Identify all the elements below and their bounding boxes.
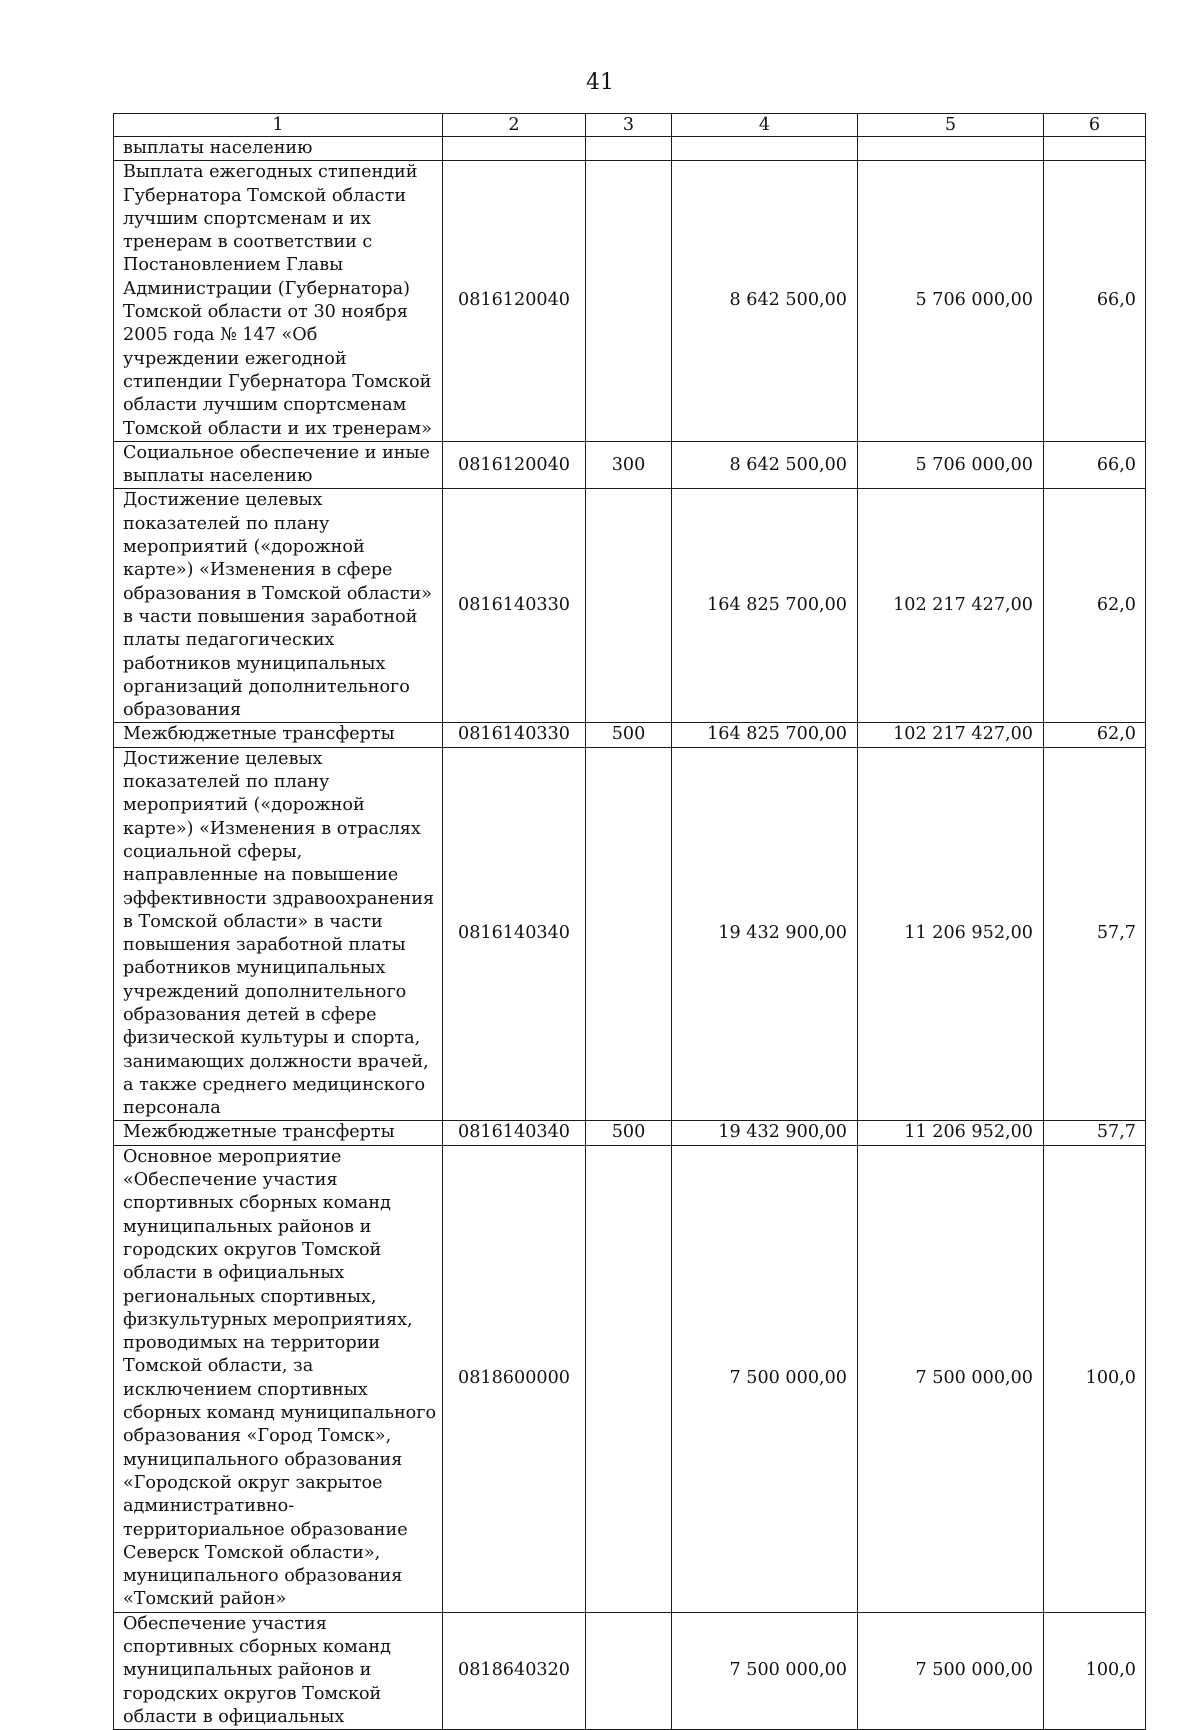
table-row <box>114 161 1146 442</box>
target-code: 0816140340 <box>443 747 586 1121</box>
target-code <box>443 137 586 161</box>
header-cell: 1 <box>114 114 443 137</box>
expense-type <box>586 1612 672 1729</box>
table-row <box>114 747 1146 1121</box>
execution-percent <box>1044 137 1146 161</box>
table-row <box>114 137 1146 161</box>
actual-amount: 7 500 000,00 <box>858 1612 1044 1729</box>
header-cell: 2 <box>443 114 586 137</box>
target-code: 0816120040 <box>443 161 586 442</box>
plan-amount: 8 642 500,00 <box>672 441 858 489</box>
execution-percent: 100,0 <box>1044 1612 1146 1729</box>
header-cell: 4 <box>672 114 858 137</box>
actual-amount: 5 706 000,00 <box>858 161 1044 442</box>
table-row <box>114 1145 1146 1612</box>
actual-amount: 5 706 000,00 <box>858 441 1044 489</box>
target-code: 0816120040 <box>443 441 586 489</box>
actual-amount <box>858 137 1044 161</box>
actual-amount: 11 206 952,00 <box>858 1121 1044 1145</box>
expense-name: Достижение целевых показателей по плану мероприятий («дорожной карте») «Изменения в отраслях социальной сферы, направленные на повышение эффективности здравоохранения в Томской области» в части повышения заработной платы работников муниципальных учреждений дополнительного образования детей в сфере физической культуры и спорта, занимающих должности врачей, а также среднего медицинского персонала <box>114 747 443 1121</box>
plan-amount: 7 500 000,00 <box>672 1145 858 1612</box>
expense-name: Межбюджетные трансферты <box>114 723 443 747</box>
execution-percent: 57,7 <box>1044 747 1146 1121</box>
plan-amount: 19 432 900,00 <box>672 1121 858 1145</box>
expense-type <box>586 747 672 1121</box>
table-row <box>114 441 1146 489</box>
expense-name: Социальное обеспечение и иные выплаты населению <box>114 441 443 489</box>
execution-percent: 62,0 <box>1044 723 1146 747</box>
plan-amount: 19 432 900,00 <box>672 747 858 1121</box>
header-cell: 5 <box>858 114 1044 137</box>
execution-percent: 66,0 <box>1044 441 1146 489</box>
table-row <box>114 1612 1146 1729</box>
actual-amount: 102 217 427,00 <box>858 489 1044 723</box>
expense-name: Достижение целевых показателей по плану мероприятий («дорожной карте») «Изменения в сфере образования в Томской области» в части повышения заработной платы педагогических работников муниципальных организаций дополнительного образования <box>114 489 443 723</box>
expense-type: 300 <box>586 441 672 489</box>
plan-amount: 7 500 000,00 <box>672 1612 858 1729</box>
header-cell: 6 <box>1044 114 1146 137</box>
actual-amount: 7 500 000,00 <box>858 1145 1044 1612</box>
expense-type <box>586 1145 672 1612</box>
target-code: 0816140330 <box>443 723 586 747</box>
expense-type <box>586 161 672 442</box>
table-row <box>114 489 1146 723</box>
table-row <box>114 1121 1146 1145</box>
execution-percent: 66,0 <box>1044 161 1146 442</box>
expense-name: выплаты населению <box>114 137 443 161</box>
execution-percent: 62,0 <box>1044 489 1146 723</box>
execution-percent: 57,7 <box>1044 1121 1146 1145</box>
header-cell: 3 <box>586 114 672 137</box>
target-code: 0816140340 <box>443 1121 586 1145</box>
plan-amount <box>672 137 858 161</box>
expense-type <box>586 137 672 161</box>
actual-amount: 11 206 952,00 <box>858 747 1044 1121</box>
plan-amount: 164 825 700,00 <box>672 489 858 723</box>
table-row <box>114 723 1146 747</box>
expense-name: Выплата ежегодных стипендий Губернатора Томской области лучшим спортсменам и их тренерам в соответствии с Постановлением Главы Администрации (Губернатора) Томской области от 30 ноября 2005 года № 147 «Об учреждении ежегодной стипендии Губернатора Томской области лучшим спортсменам Томской области и их тренерам» <box>114 161 443 442</box>
expense-name: Основное мероприятие «Обеспечение участия спортивных сборных команд муниципальных районов и городских округов Томской области в официальных региональных спортивных, физкультурных мероприятиях, проводимых на территории Томской области, за исключением спортивных сборных команд муниципального образования «Город Томск», муниципального образования «Городской округ закрытое административно-территориальное образование Северск Томской области», муниципального образования «Томский район» <box>114 1145 443 1612</box>
actual-amount: 102 217 427,00 <box>858 723 1044 747</box>
budget-execution-table <box>113 113 1146 1730</box>
table-header-row <box>114 114 1146 137</box>
execution-percent: 100,0 <box>1044 1145 1146 1612</box>
expense-type: 500 <box>586 723 672 747</box>
expense-type <box>586 489 672 723</box>
target-code: 0816140330 <box>443 489 586 723</box>
expense-name: Межбюджетные трансферты <box>114 1121 443 1145</box>
expense-name: Обеспечение участия спортивных сборных команд муниципальных районов и городских округов Томской области в официальных <box>114 1612 443 1729</box>
target-code: 0818600000 <box>443 1145 586 1612</box>
plan-amount: 164 825 700,00 <box>672 723 858 747</box>
plan-amount: 8 642 500,00 <box>672 161 858 442</box>
expense-type: 500 <box>586 1121 672 1145</box>
target-code: 0818640320 <box>443 1612 586 1729</box>
page-number: 41 <box>586 70 614 95</box>
